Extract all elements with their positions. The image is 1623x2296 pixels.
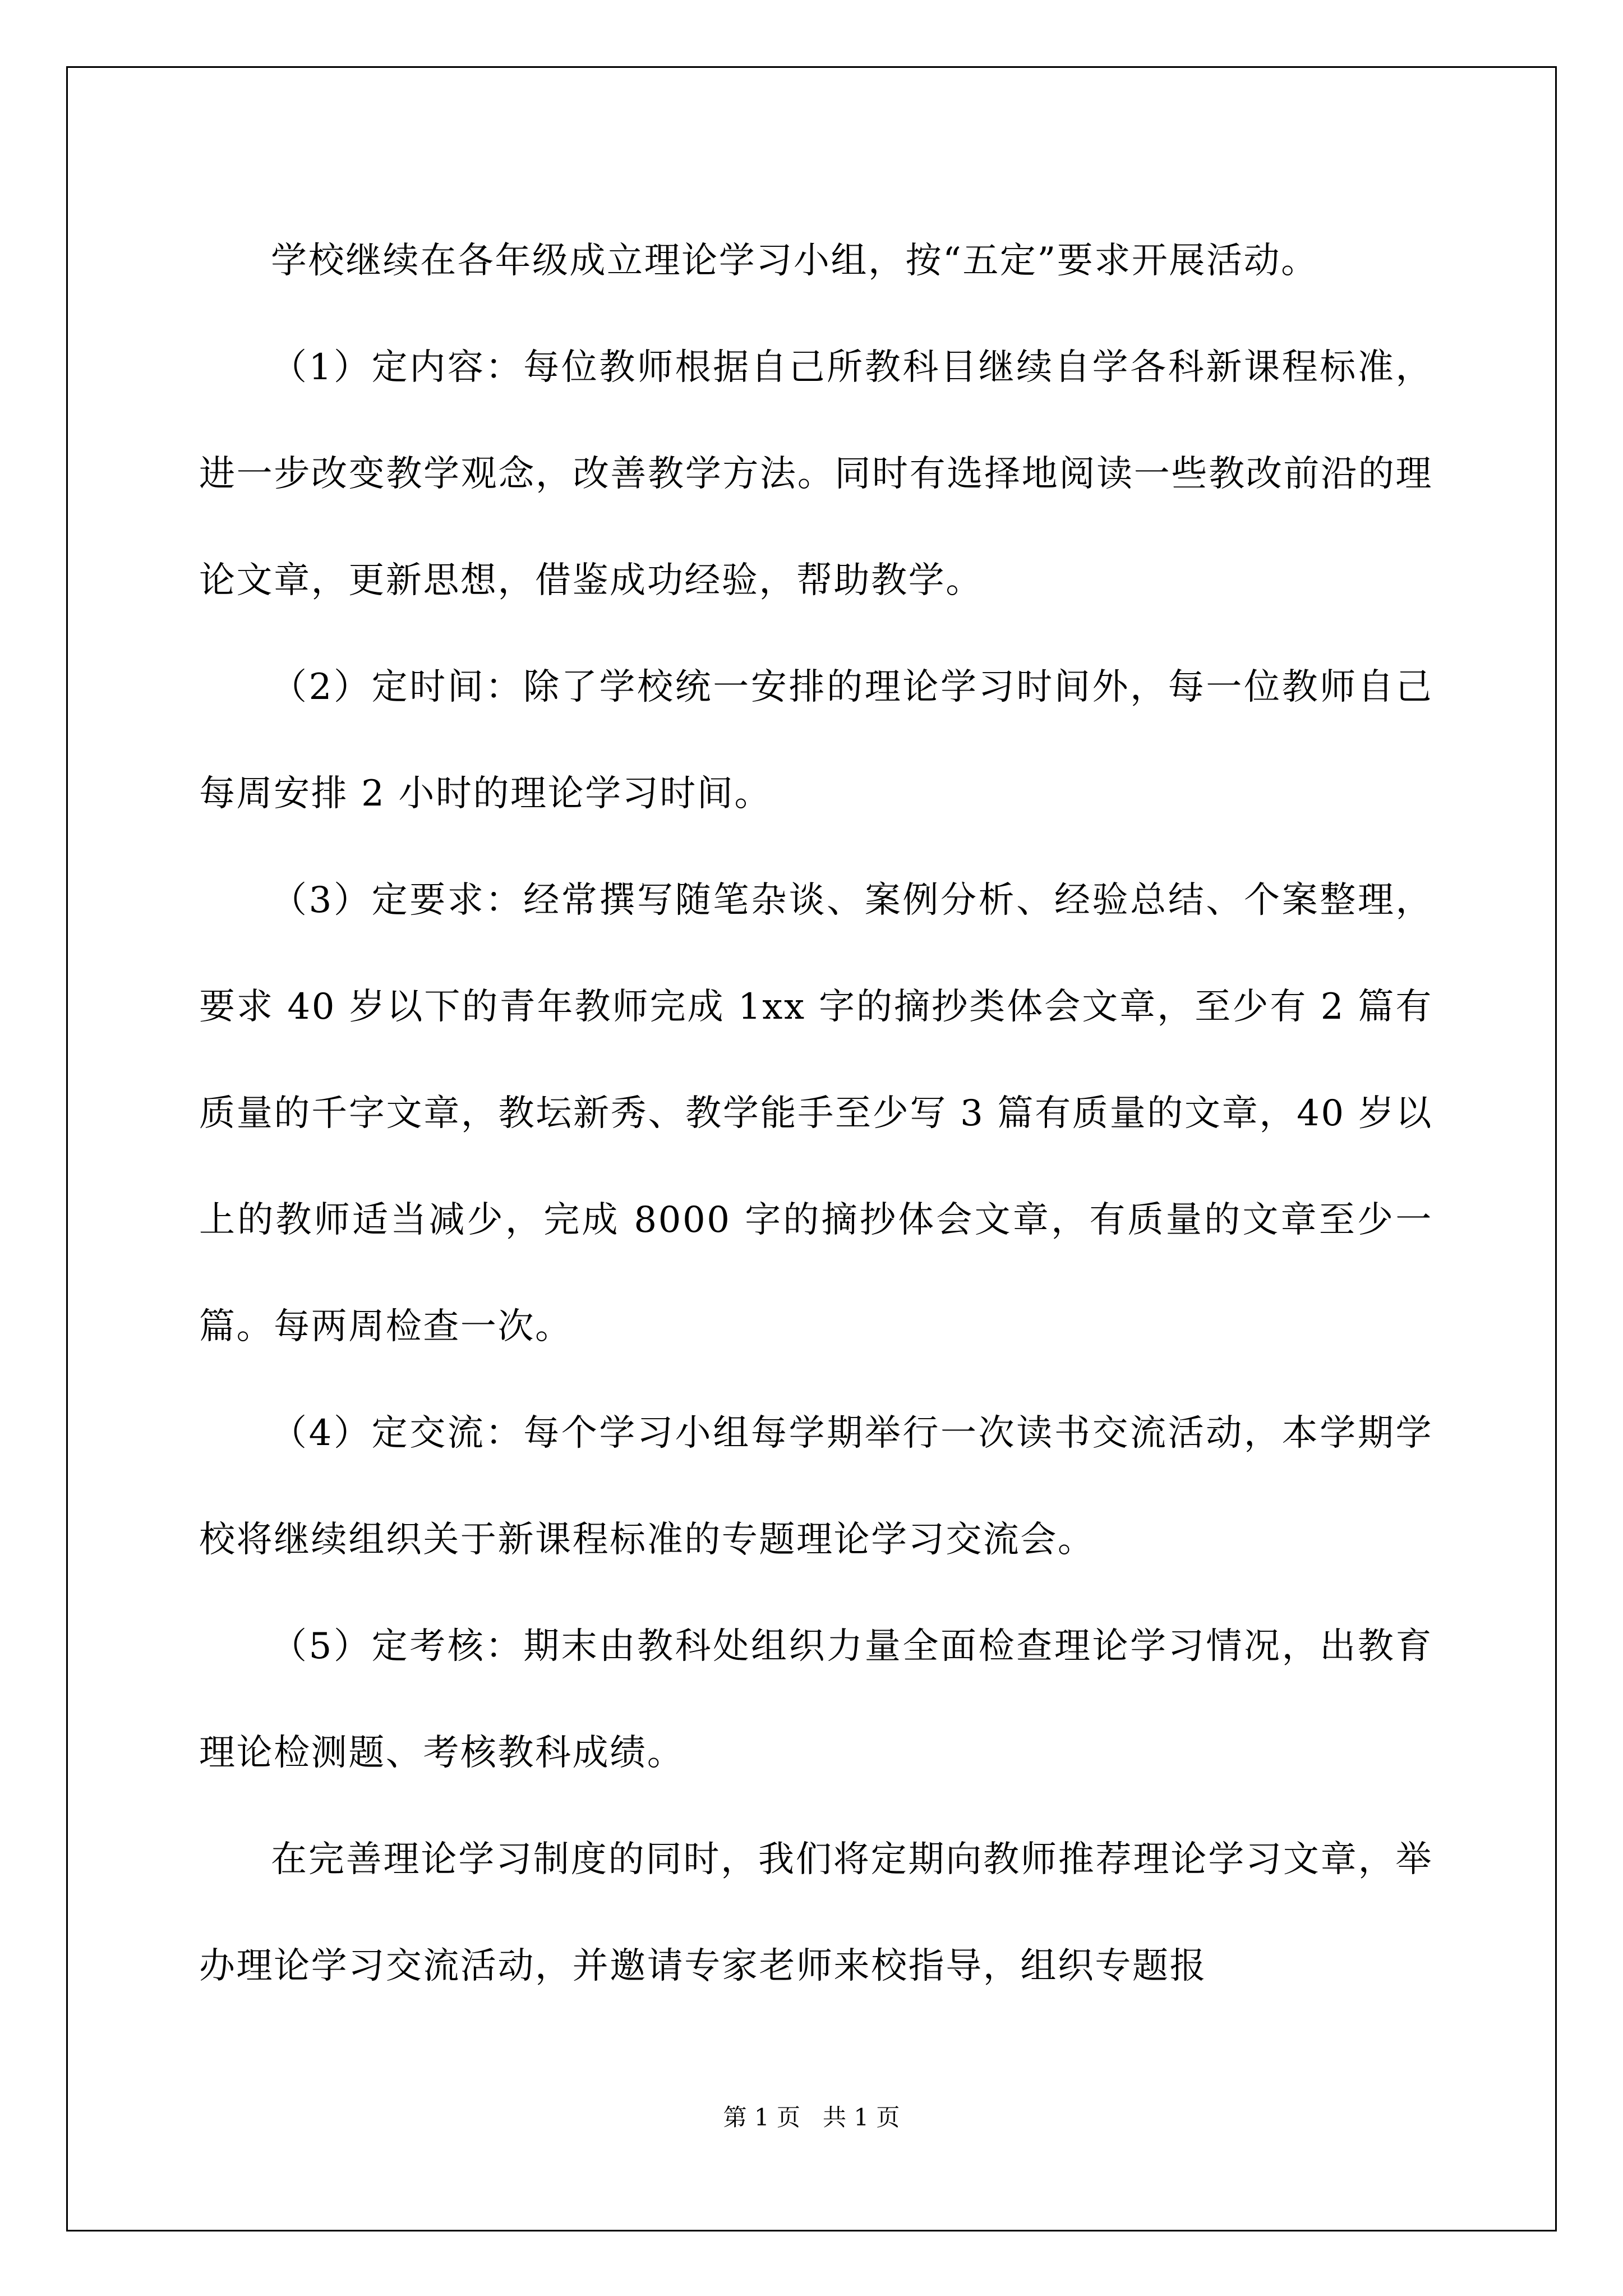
page-footer [0,2101,1623,2134]
paragraph-intro: 学校继续在各年级成立理论学习小组，按“五定”要求开展活动。 [271,240,1318,282]
document-body [199,208,1433,2019]
paragraph-exchange: （4）定交流：每个学习小组每学期举行一次读书交流活动，本学期学校将继续组织关于新课程标准的专题理论学习交流会。 [199,1412,1433,1561]
page-number-total: 共 1 页 [823,2104,900,2131]
paragraph-closing: 在完善理论学习制度的同时，我们将定期向教师推荐理论学习文章，举办理论学习交流活动，并邀请专家老师来校指导，组织专题报 [199,1839,1433,1987]
paragraph-time: （2）定时间：除了学校统一安排的理论学习时间外，每一位教师自己每周安排 2 小时的理论学习时间。 [199,666,1433,815]
paragraph-requirements: （3）定要求：经常撰写随笔杂谈、案例分析、经验总结、个案整理，要求 40 岁以下的青年教师完成 1xx 字的摘抄类体会文章，至少有 2 篇有质量的千字文章，教坛新秀、教学能手至少写 3 篇有质量的文章，40 岁以上的教师适当减少，完成 8000 字的摘抄体会文章，有质量的文章至少一篇。每两周检查一次。 [199,880,1433,1347]
paragraph-content: （1）定内容：每位教师根据自己所教科目继续自学各科新课程标准，进一步改变教学观念，改善教学方法。同时有选择地阅读一些教改前沿的理论文章，更新思想，借鉴成功经验，帮助教学。 [199,347,1433,601]
page-number-current: 第 1 页 [723,2104,800,2131]
paragraph-assessment: （5）定考核：期末由教科处组织力量全面检查理论学习情况，出教育理论检测题、考核教科成绩。 [199,1626,1433,1774]
